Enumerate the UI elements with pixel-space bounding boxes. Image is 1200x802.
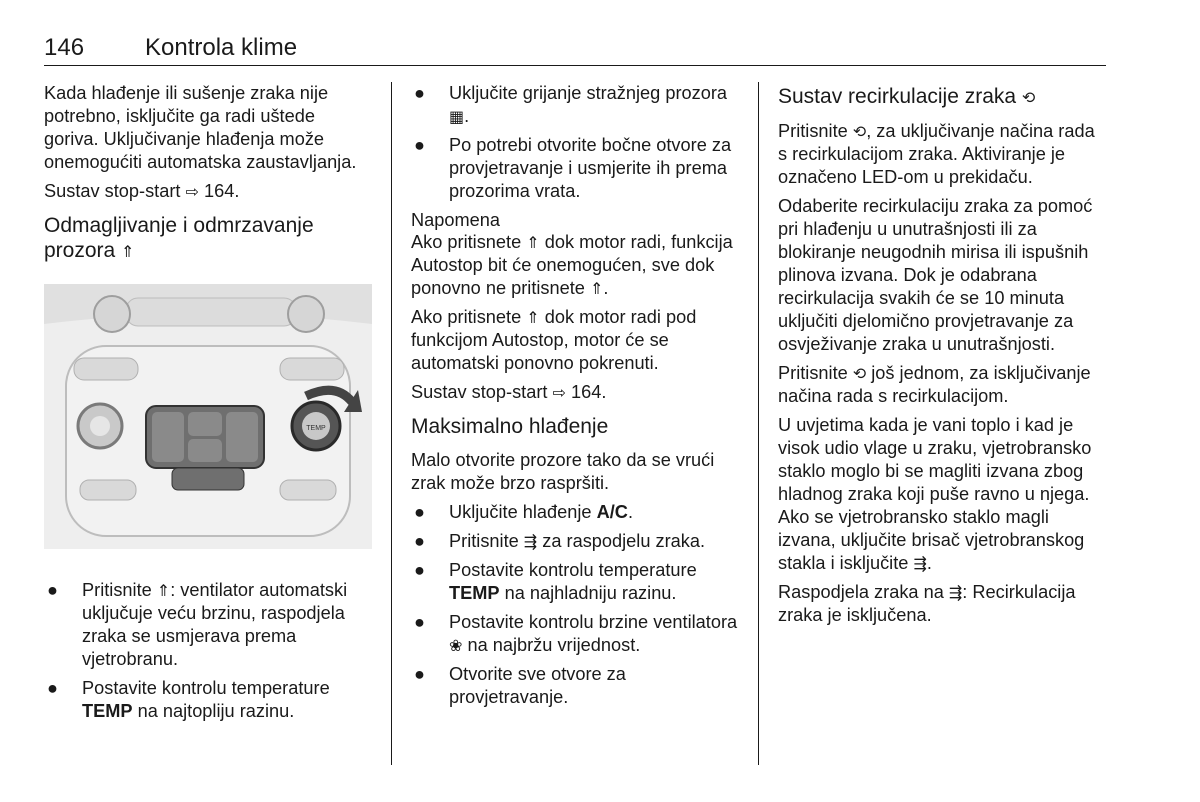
list-item: ● Po potrebi otvorite bočne otvore za provjetravanje i usmjerite ih prema prozorima vrata.	[414, 135, 732, 201]
recirculation-icon: ⟲	[1021, 88, 1036, 107]
header-rule	[44, 65, 1106, 66]
list-item: ● Postavite kontrolu brzine ventilatora ❀ na najbržu vrijednost.	[414, 612, 738, 655]
climate-control-panel-figure	[44, 284, 372, 549]
list-item: ● Otvorite sve otvore za provjetravanje.	[414, 664, 626, 707]
list-item: ● Uključite hlađenje A/C.	[414, 502, 633, 522]
arrow-icon: ⇨	[552, 383, 566, 402]
defrost-list-cont	[411, 82, 743, 203]
paragraph-max-cooling: Malo otvorite prozore tako da se vrući zrak može brzo raspršiti.	[411, 450, 715, 493]
list-item: ● Pritisnite ⇑: ventilator automatski uključuje veću brzinu, raspodjela zraka se usmjerava prema vjetrobranu.	[47, 580, 348, 669]
air-distribution-icon: ⇶	[523, 532, 538, 551]
column-2	[411, 82, 743, 715]
column-3	[778, 82, 1108, 633]
paragraph-cooling: Kada hlađenje ili sušenje zraka nije potrebno, isključite ga radi uštede goriva. Uključivanje hlađenja može onemogućiti automatska zaustavljanja.	[44, 83, 357, 172]
section-heading-recirculation: Sustav recirkulacije zraka ⟲	[778, 85, 1036, 108]
list-item: ● Uključite grijanje stražnjeg prozora ▦.	[414, 83, 727, 126]
section-heading-defrost: Odmagljivanje i odmrzavanje prozora ⇑	[44, 214, 314, 262]
list-item: ● Postavite kontrolu temperature TEMP na najtopliju razinu.	[47, 678, 330, 721]
fan-icon: ❀	[449, 636, 463, 655]
section-heading-max-cooling: Maksimalno hlađenje	[411, 415, 609, 438]
paragraph: U uvjetima kada je vani toplo i kad je visok udio vlage u zraku, vjetrobransko staklo moglo bi se magliti izvana zbog hladnog zraka koji puše ravno u njega. Ako se vjetrobransko staklo magli izvana, uključite brisač vjetrobranskog stakla i isključite ⇶.	[778, 415, 1092, 573]
cross-reference: Sustav stop-start ⇨ 164.	[44, 181, 240, 201]
paragraph: Pritisnite ⟲, za uključivanje načina rada s recirkulacijom zraka. Aktiviranje je označeno LED-om u prekidaču.	[778, 121, 1095, 187]
defrost-icon: ⇑	[526, 308, 540, 327]
list-item: ● Postavite kontrolu temperature TEMP na najhladniju razinu.	[414, 560, 697, 603]
defrost-icon: ⇑	[526, 233, 540, 252]
note-paragraph: Ako pritisnete ⇑ dok motor radi pod funkcijom Autostop, motor će se automatski ponovno pokrenuti.	[411, 307, 697, 373]
column-divider-1	[391, 82, 392, 765]
page-title: Kontrola klime	[145, 34, 298, 61]
recirculation-icon: ⟲	[852, 122, 867, 141]
windscreen-distribution-icon: ⇶	[948, 583, 963, 602]
defrost-icon: ⇑	[121, 242, 135, 261]
paragraph: Raspodjela zraka na ⇶: Recirkulacija zraka je isključena.	[778, 582, 1076, 625]
note-title: Napomena	[411, 210, 500, 230]
note-paragraph: Ako pritisnete ⇑ dok motor radi, funkcija Autostop bit će onemogućen, sve dok ponovno ne pritisnete ⇑.	[411, 232, 733, 298]
windscreen-distribution-icon: ⇶	[913, 554, 927, 573]
defrost-icon: ⇑	[156, 581, 171, 600]
page-header	[44, 32, 1106, 66]
defrost-list	[44, 579, 366, 723]
paragraph: Pritisnite ⟲ još jednom, za isključivanje načina rada s recirkulacijom.	[778, 363, 1091, 406]
max-cooling-list	[411, 501, 743, 709]
list-item: ● Pritisnite ⇶ za raspodjelu zraka.	[414, 531, 706, 551]
defrost-icon: ⇑	[589, 279, 604, 298]
paragraph: Odaberite recirkulaciju zraka za pomoć pri hlađenju u unutrašnjosti ili za blokiranje neugodnih mirisa ili ispušnih plinova izvana. Dok je odabrana recirkulacija svakih će se 10 minuta uključiti djelomično provjetravanje za osvježivanje zraka u unutrašnjosti.	[778, 196, 1093, 354]
column-divider-2	[758, 82, 759, 765]
arrow-icon: ⇨	[185, 182, 199, 201]
recirculation-icon: ⟲	[852, 364, 867, 383]
temp-knob-label: TEMP	[306, 425, 326, 432]
page-number: 146	[44, 34, 85, 61]
cross-reference: Sustav stop-start ⇨ 164.	[411, 382, 607, 402]
rear-window-heat-icon: ▦	[449, 107, 465, 126]
column-1	[44, 82, 366, 729]
